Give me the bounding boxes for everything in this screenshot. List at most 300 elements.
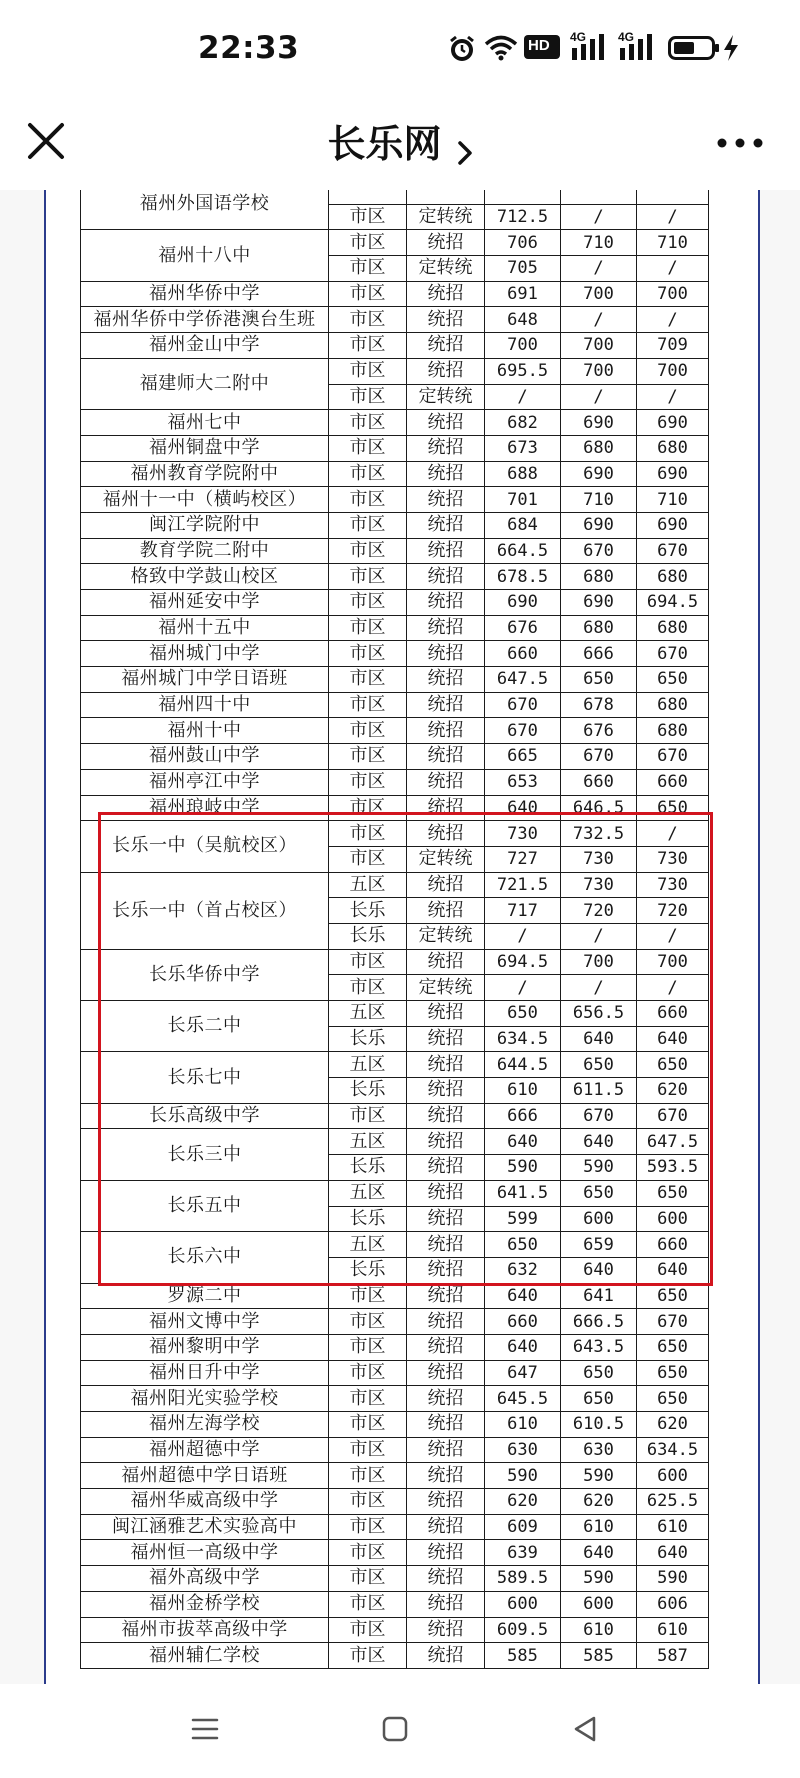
- table-row: [81, 769, 709, 795]
- table-row: [81, 641, 709, 667]
- type-cell: 统招: [407, 821, 485, 847]
- score-cell-1: 721.5: [485, 872, 561, 898]
- area-cell: 市区: [329, 1591, 407, 1617]
- school-name-cell: 福州超德中学日语班: [81, 1463, 329, 1489]
- school-name-cell: 福州十五中: [81, 615, 329, 641]
- type-cell: 统招: [407, 590, 485, 616]
- score-cell-2: 660: [561, 769, 637, 795]
- score-cell-2: 590: [561, 1566, 637, 1592]
- table-row: [81, 1437, 709, 1463]
- table-row: [81, 564, 709, 590]
- score-cell-1: 590: [485, 1463, 561, 1489]
- score-cell-2: 676: [561, 718, 637, 744]
- type-cell: 统招: [407, 333, 485, 359]
- school-name-cell: 福州黎明中学: [81, 1334, 329, 1360]
- area-cell: 长乐: [329, 898, 407, 924]
- score-cell-3: 680: [637, 692, 709, 718]
- score-cell-1: 730: [485, 821, 561, 847]
- type-cell: 统招: [407, 538, 485, 564]
- type-cell: 统招: [407, 1257, 485, 1283]
- score-cell-1: 648: [485, 307, 561, 333]
- area-cell: 五区: [329, 872, 407, 898]
- score-cell-1: 682: [485, 410, 561, 436]
- score-cell-2: 690: [561, 461, 637, 487]
- area-cell: 市区: [329, 204, 407, 230]
- score-cell-3: 600: [637, 1463, 709, 1489]
- area-cell: 市区: [329, 1412, 407, 1438]
- area-cell: 市区: [329, 769, 407, 795]
- score-cell-3: 620: [637, 1078, 709, 1104]
- table-row: [81, 1591, 709, 1617]
- score-cell-3: 634.5: [637, 1437, 709, 1463]
- score-cell-1: 609: [485, 1514, 561, 1540]
- score-cell-1: 670: [485, 718, 561, 744]
- score-cell-3: 640: [637, 1257, 709, 1283]
- score-cell-2: 650: [561, 667, 637, 693]
- score-cell-3: 606: [637, 1591, 709, 1617]
- table-row: [81, 1412, 709, 1438]
- score-cell-2: 640: [561, 1540, 637, 1566]
- score-cell-1: 706: [485, 230, 561, 256]
- score-cell-3: [637, 190, 709, 204]
- table-row: [81, 1360, 709, 1386]
- score-cell-3: 730: [637, 872, 709, 898]
- area-cell: 市区: [329, 795, 407, 821]
- type-cell: 统招: [407, 461, 485, 487]
- score-cell-3: 710: [637, 487, 709, 513]
- score-cell-3: 640: [637, 1540, 709, 1566]
- score-cell-3: 610: [637, 1514, 709, 1540]
- score-cell-2: 730: [561, 846, 637, 872]
- score-cell-2: 700: [561, 949, 637, 975]
- table-row: [81, 1386, 709, 1412]
- area-cell: 市区: [329, 410, 407, 436]
- score-cell-3: 680: [637, 615, 709, 641]
- area-cell: 市区: [329, 1514, 407, 1540]
- score-cell-1: 641.5: [485, 1180, 561, 1206]
- score-cell-1: 691: [485, 281, 561, 307]
- score-cell-2: 611.5: [561, 1078, 637, 1104]
- score-cell-1: /: [485, 384, 561, 410]
- score-cell-1: 695.5: [485, 358, 561, 384]
- area-cell: 市区: [329, 975, 407, 1001]
- type-cell: 统招: [407, 1360, 485, 1386]
- score-cell-1: 700: [485, 333, 561, 359]
- school-name-cell: 福外高级中学: [81, 1566, 329, 1592]
- area-cell: 五区: [329, 1052, 407, 1078]
- score-cell-3: 680: [637, 435, 709, 461]
- type-cell: 统招: [407, 1566, 485, 1592]
- score-cell-1: 727: [485, 846, 561, 872]
- school-name-cell: 福建师大二附中: [81, 358, 329, 409]
- signal-4g-icon: [570, 30, 612, 64]
- score-cell-2: 680: [561, 564, 637, 590]
- type-cell: 统招: [407, 1206, 485, 1232]
- score-cell-3: 720: [637, 898, 709, 924]
- score-cell-3: 690: [637, 512, 709, 538]
- score-cell-1: 660: [485, 1309, 561, 1335]
- score-cell-2: 666: [561, 641, 637, 667]
- type-cell: 定转统: [407, 846, 485, 872]
- score-cell-2: 600: [561, 1206, 637, 1232]
- score-cell-3: 660: [637, 769, 709, 795]
- chevron-right-icon: [457, 140, 473, 166]
- score-cell-1: 585: [485, 1643, 561, 1669]
- score-cell-3: 593.5: [637, 1155, 709, 1181]
- area-cell: 五区: [329, 1180, 407, 1206]
- area-cell: 长乐: [329, 1257, 407, 1283]
- area-cell: 五区: [329, 1232, 407, 1258]
- score-cell-2: 670: [561, 1103, 637, 1129]
- score-cell-2: /: [561, 307, 637, 333]
- score-cell-2: 641: [561, 1283, 637, 1309]
- school-name-cell: 福州铜盘中学: [81, 435, 329, 461]
- school-name-cell: 福州华威高级中学: [81, 1489, 329, 1515]
- score-cell-1: 653: [485, 769, 561, 795]
- score-cell-1: 609.5: [485, 1617, 561, 1643]
- score-cell-3: 670: [637, 744, 709, 770]
- score-cell-3: /: [637, 307, 709, 333]
- score-cell-1: 673: [485, 435, 561, 461]
- school-name-cell: 福州日升中学: [81, 1360, 329, 1386]
- type-cell: 定转统: [407, 384, 485, 410]
- area-cell: 市区: [329, 821, 407, 847]
- type-cell: 统招: [407, 1514, 485, 1540]
- score-cell-2: 680: [561, 435, 637, 461]
- score-cell-2: 620: [561, 1489, 637, 1515]
- battery-icon: [668, 36, 720, 60]
- score-cell-2: 670: [561, 538, 637, 564]
- score-cell-3: 625.5: [637, 1489, 709, 1515]
- score-cell-3: /: [637, 923, 709, 949]
- table-row: [81, 307, 709, 333]
- score-cell-3: 650: [637, 1360, 709, 1386]
- score-cell-1: 599: [485, 1206, 561, 1232]
- score-cell-1: [485, 190, 561, 204]
- area-cell: 市区: [329, 333, 407, 359]
- score-cell-3: 587: [637, 1643, 709, 1669]
- score-cell-2: 610.5: [561, 1412, 637, 1438]
- table-row: [81, 1463, 709, 1489]
- type-cell: 统招: [407, 769, 485, 795]
- score-cell-2: 720: [561, 898, 637, 924]
- score-cell-3: 690: [637, 461, 709, 487]
- table-row: [81, 590, 709, 616]
- score-cell-2: 710: [561, 230, 637, 256]
- table-row: [81, 1566, 709, 1592]
- score-cell-3: 650: [637, 1052, 709, 1078]
- type-cell: 统招: [407, 1591, 485, 1617]
- school-name-cell: 长乐华侨中学: [81, 949, 329, 1000]
- score-cell-3: 650: [637, 1386, 709, 1412]
- score-cell-2: 650: [561, 1360, 637, 1386]
- area-cell: 长乐: [329, 1078, 407, 1104]
- type-cell: 统招: [407, 1617, 485, 1643]
- score-cell-1: 701: [485, 487, 561, 513]
- score-cell-2: 610: [561, 1617, 637, 1643]
- score-cell-2: 700: [561, 281, 637, 307]
- type-cell: 统招: [407, 410, 485, 436]
- type-cell: 统招: [407, 1180, 485, 1206]
- score-cell-2: 590: [561, 1463, 637, 1489]
- table-row: [81, 538, 709, 564]
- score-cell-1: 634.5: [485, 1026, 561, 1052]
- score-cell-2: 656.5: [561, 1001, 637, 1027]
- type-cell: 统招: [407, 512, 485, 538]
- score-cell-3: 694.5: [637, 590, 709, 616]
- area-cell: 市区: [329, 846, 407, 872]
- score-cell-2: 680: [561, 615, 637, 641]
- score-cell-1: 640: [485, 1334, 561, 1360]
- area-cell: 市区: [329, 230, 407, 256]
- area-cell: 市区: [329, 1283, 407, 1309]
- type-cell: 统招: [407, 1283, 485, 1309]
- school-name-cell: 格致中学鼓山校区: [81, 564, 329, 590]
- type-cell: 统招: [407, 1386, 485, 1412]
- area-cell: 五区: [329, 1129, 407, 1155]
- score-cell-1: 690: [485, 590, 561, 616]
- score-cell-3: 640: [637, 1026, 709, 1052]
- score-cell-1: 630: [485, 1437, 561, 1463]
- area-cell: 市区: [329, 1617, 407, 1643]
- area-cell: 市区: [329, 692, 407, 718]
- score-cell-2: /: [561, 975, 637, 1001]
- score-cell-1: 670: [485, 692, 561, 718]
- score-cell-3: 650: [637, 1180, 709, 1206]
- table-row: [81, 358, 709, 384]
- table-row: [81, 410, 709, 436]
- score-cell-1: 640: [485, 1283, 561, 1309]
- score-cell-3: 650: [637, 795, 709, 821]
- menu-icon[interactable]: [190, 1714, 220, 1744]
- type-cell: 统招: [407, 1129, 485, 1155]
- area-cell: 市区: [329, 461, 407, 487]
- score-cell-1: 600: [485, 1591, 561, 1617]
- type-cell: 统招: [407, 1078, 485, 1104]
- score-cell-3: 650: [637, 667, 709, 693]
- score-cell-2: 640: [561, 1257, 637, 1283]
- score-cell-3: 670: [637, 1309, 709, 1335]
- area-cell: 市区: [329, 564, 407, 590]
- area-cell: 长乐: [329, 1155, 407, 1181]
- type-cell: 定转统: [407, 975, 485, 1001]
- score-cell-1: 639: [485, 1540, 561, 1566]
- score-cell-1: /: [485, 975, 561, 1001]
- school-name-cell: 福州四十中: [81, 692, 329, 718]
- score-cell-1: 610: [485, 1412, 561, 1438]
- score-cell-2: 643.5: [561, 1334, 637, 1360]
- score-cell-3: 647.5: [637, 1129, 709, 1155]
- area-cell: 市区: [329, 358, 407, 384]
- school-name-cell: 福州华侨中学侨港澳台生班: [81, 307, 329, 333]
- score-cell-3: /: [637, 256, 709, 282]
- school-name-cell: 福州鼓山中学: [81, 744, 329, 770]
- score-cell-1: 666: [485, 1103, 561, 1129]
- type-cell: 统招: [407, 898, 485, 924]
- type-cell: 统招: [407, 744, 485, 770]
- score-cell-2: 646.5: [561, 795, 637, 821]
- score-cell-3: /: [637, 384, 709, 410]
- system-nav-bar: [0, 1684, 800, 1778]
- nav-title-group[interactable]: [0, 113, 800, 168]
- signal-4g-icon-2: [618, 30, 660, 64]
- school-name-cell: 长乐三中: [81, 1129, 329, 1180]
- type-cell: 统招: [407, 1232, 485, 1258]
- type-cell: 统招: [407, 949, 485, 975]
- wifi-icon: [484, 35, 518, 61]
- score-cell-3: 730: [637, 846, 709, 872]
- school-name-cell: 福州阳光实验学校: [81, 1386, 329, 1412]
- score-cell-3: 700: [637, 358, 709, 384]
- table-row: [81, 1514, 709, 1540]
- score-cell-1: 660: [485, 641, 561, 667]
- net1-label: 4G: [570, 30, 587, 44]
- score-cell-3: 700: [637, 949, 709, 975]
- table-row: [81, 1309, 709, 1335]
- area-cell: 市区: [329, 744, 407, 770]
- score-cell-2: 610: [561, 1514, 637, 1540]
- area-cell: 市区: [329, 1540, 407, 1566]
- school-name-cell: 福州辅仁学校: [81, 1643, 329, 1669]
- score-cell-3: 690: [637, 410, 709, 436]
- score-cell-1: 589.5: [485, 1566, 561, 1592]
- table-row: [81, 461, 709, 487]
- score-cell-1: 647: [485, 1360, 561, 1386]
- back-icon[interactable]: [570, 1714, 600, 1744]
- area-cell: 市区: [329, 667, 407, 693]
- type-cell: 统招: [407, 1334, 485, 1360]
- table-row: [81, 333, 709, 359]
- type-cell: 统招: [407, 1001, 485, 1027]
- score-cell-2: 600: [561, 1591, 637, 1617]
- area-cell: 长乐: [329, 1206, 407, 1232]
- area-cell: 市区: [329, 1489, 407, 1515]
- type-cell: 统招: [407, 1412, 485, 1438]
- score-cell-3: 670: [637, 1103, 709, 1129]
- area-cell: 市区: [329, 1360, 407, 1386]
- score-cell-1: 694.5: [485, 949, 561, 975]
- score-cell-3: 610: [637, 1617, 709, 1643]
- score-cell-2: 700: [561, 333, 637, 359]
- school-name-cell: 长乐五中: [81, 1180, 329, 1231]
- score-cell-2: 650: [561, 1180, 637, 1206]
- table-row: [81, 1283, 709, 1309]
- area-cell: 市区: [329, 281, 407, 307]
- score-cell-1: 705: [485, 256, 561, 282]
- type-cell: 统招: [407, 1489, 485, 1515]
- highlight-box: [98, 812, 713, 1286]
- score-cell-1: 590: [485, 1155, 561, 1181]
- type-cell: 统招: [407, 1309, 485, 1335]
- table-row: [81, 1489, 709, 1515]
- area-cell: 市区: [329, 1309, 407, 1335]
- area-cell: 市区: [329, 1386, 407, 1412]
- score-cell-2: 670: [561, 744, 637, 770]
- school-name-cell: 福州亭江中学: [81, 769, 329, 795]
- type-cell: 统招: [407, 692, 485, 718]
- page-title[interactable]: 长乐网: [327, 122, 442, 166]
- more-icon[interactable]: [716, 131, 764, 155]
- document-viewer[interactable]: [0, 190, 800, 1684]
- table-row: [81, 1334, 709, 1360]
- table-row: [81, 667, 709, 693]
- score-cell-2: 690: [561, 410, 637, 436]
- table-row: [81, 1617, 709, 1643]
- area-cell: 市区: [329, 641, 407, 667]
- score-cell-1: 644.5: [485, 1052, 561, 1078]
- area-cell: 市区: [329, 512, 407, 538]
- score-cell-3: /: [637, 204, 709, 230]
- score-cell-3: 670: [637, 538, 709, 564]
- table-row: [81, 487, 709, 513]
- type-cell: 定转统: [407, 204, 485, 230]
- area-cell: 市区: [329, 435, 407, 461]
- app-header: [0, 95, 800, 190]
- score-cell-1: 717: [485, 898, 561, 924]
- score-cell-2: 700: [561, 358, 637, 384]
- school-name-cell: 福州十中: [81, 718, 329, 744]
- school-name-cell: 福州教育学院附中: [81, 461, 329, 487]
- area-cell: 市区: [329, 538, 407, 564]
- score-cell-2: 659: [561, 1232, 637, 1258]
- score-cell-1: 676: [485, 615, 561, 641]
- score-cell-2: 730: [561, 872, 637, 898]
- school-name-cell: 福州延安中学: [81, 590, 329, 616]
- table-row: [81, 692, 709, 718]
- school-name-cell: 长乐高级中学: [81, 1103, 329, 1129]
- type-cell: 定转统: [407, 256, 485, 282]
- charging-icon: [722, 34, 740, 62]
- table-row: [81, 718, 709, 744]
- area-cell: [329, 190, 407, 204]
- score-cell-1: 688: [485, 461, 561, 487]
- hd-icon: [524, 35, 560, 59]
- school-name-cell: 长乐一中（首占校区）: [81, 872, 329, 949]
- score-cell-3: 670: [637, 641, 709, 667]
- score-cell-3: 709: [637, 333, 709, 359]
- type-cell: 统招: [407, 1155, 485, 1181]
- score-cell-3: 620: [637, 1412, 709, 1438]
- table-row: [81, 1540, 709, 1566]
- score-cell-3: /: [637, 821, 709, 847]
- score-cell-1: 712.5: [485, 204, 561, 230]
- table-row: [81, 435, 709, 461]
- area-cell: 市区: [329, 1463, 407, 1489]
- score-cell-1: 640: [485, 1129, 561, 1155]
- score-cell-3: 680: [637, 564, 709, 590]
- type-cell: 统招: [407, 1437, 485, 1463]
- score-cell-1: 610: [485, 1078, 561, 1104]
- school-name-cell: 福州城门中学日语班: [81, 667, 329, 693]
- school-name-cell: 福州文博中学: [81, 1309, 329, 1335]
- score-cell-3: 650: [637, 1334, 709, 1360]
- type-cell: 统招: [407, 1643, 485, 1669]
- area-cell: 五区: [329, 1001, 407, 1027]
- score-cell-3: /: [637, 975, 709, 1001]
- score-cell-1: 650: [485, 1001, 561, 1027]
- type-cell: 定转统: [407, 923, 485, 949]
- score-cell-1: 665: [485, 744, 561, 770]
- score-cell-3: 660: [637, 1232, 709, 1258]
- area-cell: 市区: [329, 590, 407, 616]
- area-cell: 市区: [329, 1437, 407, 1463]
- status-time: 22:33: [198, 30, 300, 66]
- score-cell-3: 650: [637, 1283, 709, 1309]
- score-cell-3: 710: [637, 230, 709, 256]
- score-cell-2: 585: [561, 1643, 637, 1669]
- home-icon[interactable]: [380, 1714, 410, 1744]
- score-cell-1: 620: [485, 1489, 561, 1515]
